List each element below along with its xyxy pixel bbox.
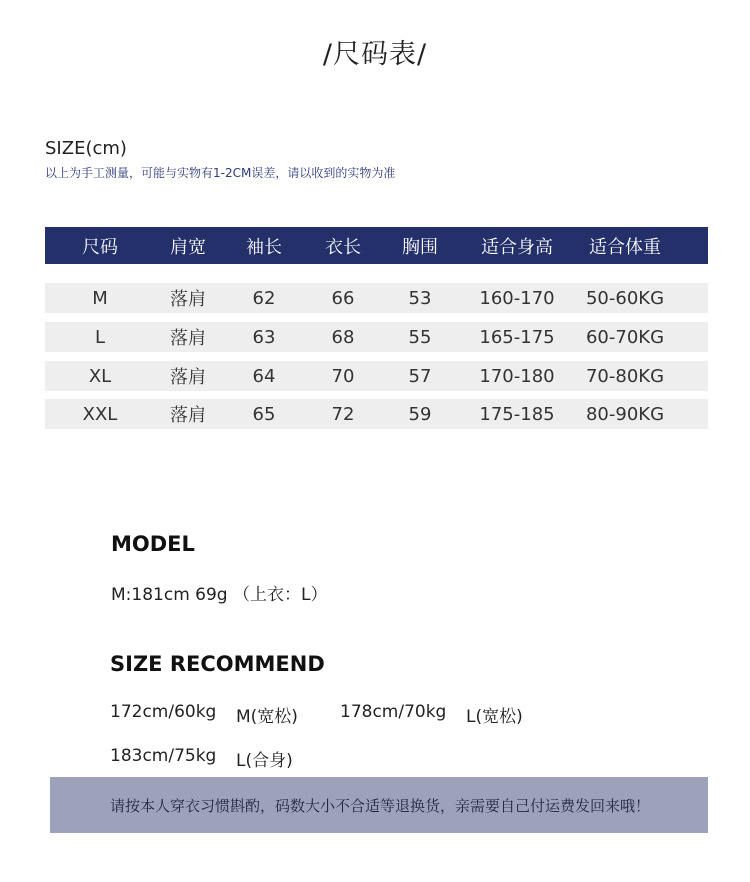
cell-height: 165-175 [479,326,555,348]
cell-length: 66 [331,287,355,309]
cell-weight: 60-70KG [585,326,665,348]
cell-size: XXL [82,403,118,425]
return-policy-text: 请按本人穿衣习惯斟酌，码数大小不合适等退换货，亲需要自己付运费发回来哦！ [110,796,651,815]
cell-size: XL [88,365,112,387]
return-policy-banner [50,777,708,833]
cell-sleeve: 65 [252,403,276,425]
table-row [45,399,708,429]
table-row [45,322,708,352]
cell-size: M [92,287,108,309]
cell-size: L [94,326,106,348]
recommend-size: M(宽松) [236,707,298,727]
cell-length: 68 [331,326,355,348]
recommend-measure: 178cm/70kg [340,702,447,722]
table-row [45,361,708,391]
size-table-header [45,227,708,264]
cell-chest: 57 [408,365,432,387]
header-size: 尺码 [82,236,118,258]
header-chest: 胸围 [402,236,438,258]
recommend-measure: 183cm/75kg [110,746,217,766]
cell-shoulder: 落肩 [170,405,206,426]
cell-height: 160-170 [479,287,555,309]
cell-chest: 55 [408,326,432,348]
header-weight: 适合体重 [589,236,661,258]
page-title: /尺码表/ [322,39,428,70]
cell-sleeve: 62 [252,287,276,309]
header-length: 衣长 [325,236,361,258]
table-row [45,283,708,313]
cell-chest: 53 [408,287,432,309]
measurement-note: 以上为手工测量，可能与实物有1-2CM误差，请以收到的实物为准 [45,166,396,180]
cell-sleeve: 63 [252,326,276,348]
size-unit-label: SIZE(cm) [45,138,127,159]
cell-shoulder: 落肩 [170,367,206,388]
cell-height: 170-180 [479,365,555,387]
header-shoulder: 肩宽 [170,236,206,258]
model-info: M:181cm 69g （上衣：L） [111,585,328,605]
cell-weight: 50-60KG [585,287,665,309]
size-recommend-heading: SIZE RECOMMEND [110,652,325,676]
recommend-size: L(合身) [236,751,293,771]
recommend-measure: 172cm/60kg [110,702,217,722]
cell-shoulder: 落肩 [170,328,206,349]
recommend-size: L(宽松) [466,707,523,727]
cell-length: 72 [331,403,355,425]
cell-length: 70 [331,365,355,387]
cell-chest: 59 [408,403,432,425]
model-heading: MODEL [111,532,195,556]
cell-weight: 80-90KG [585,403,665,425]
cell-height: 175-185 [479,403,555,425]
header-height: 适合身高 [481,236,553,258]
header-sleeve: 袖长 [246,236,282,258]
cell-sleeve: 64 [252,365,276,387]
cell-weight: 70-80KG [585,365,665,387]
cell-shoulder: 落肩 [170,289,206,310]
